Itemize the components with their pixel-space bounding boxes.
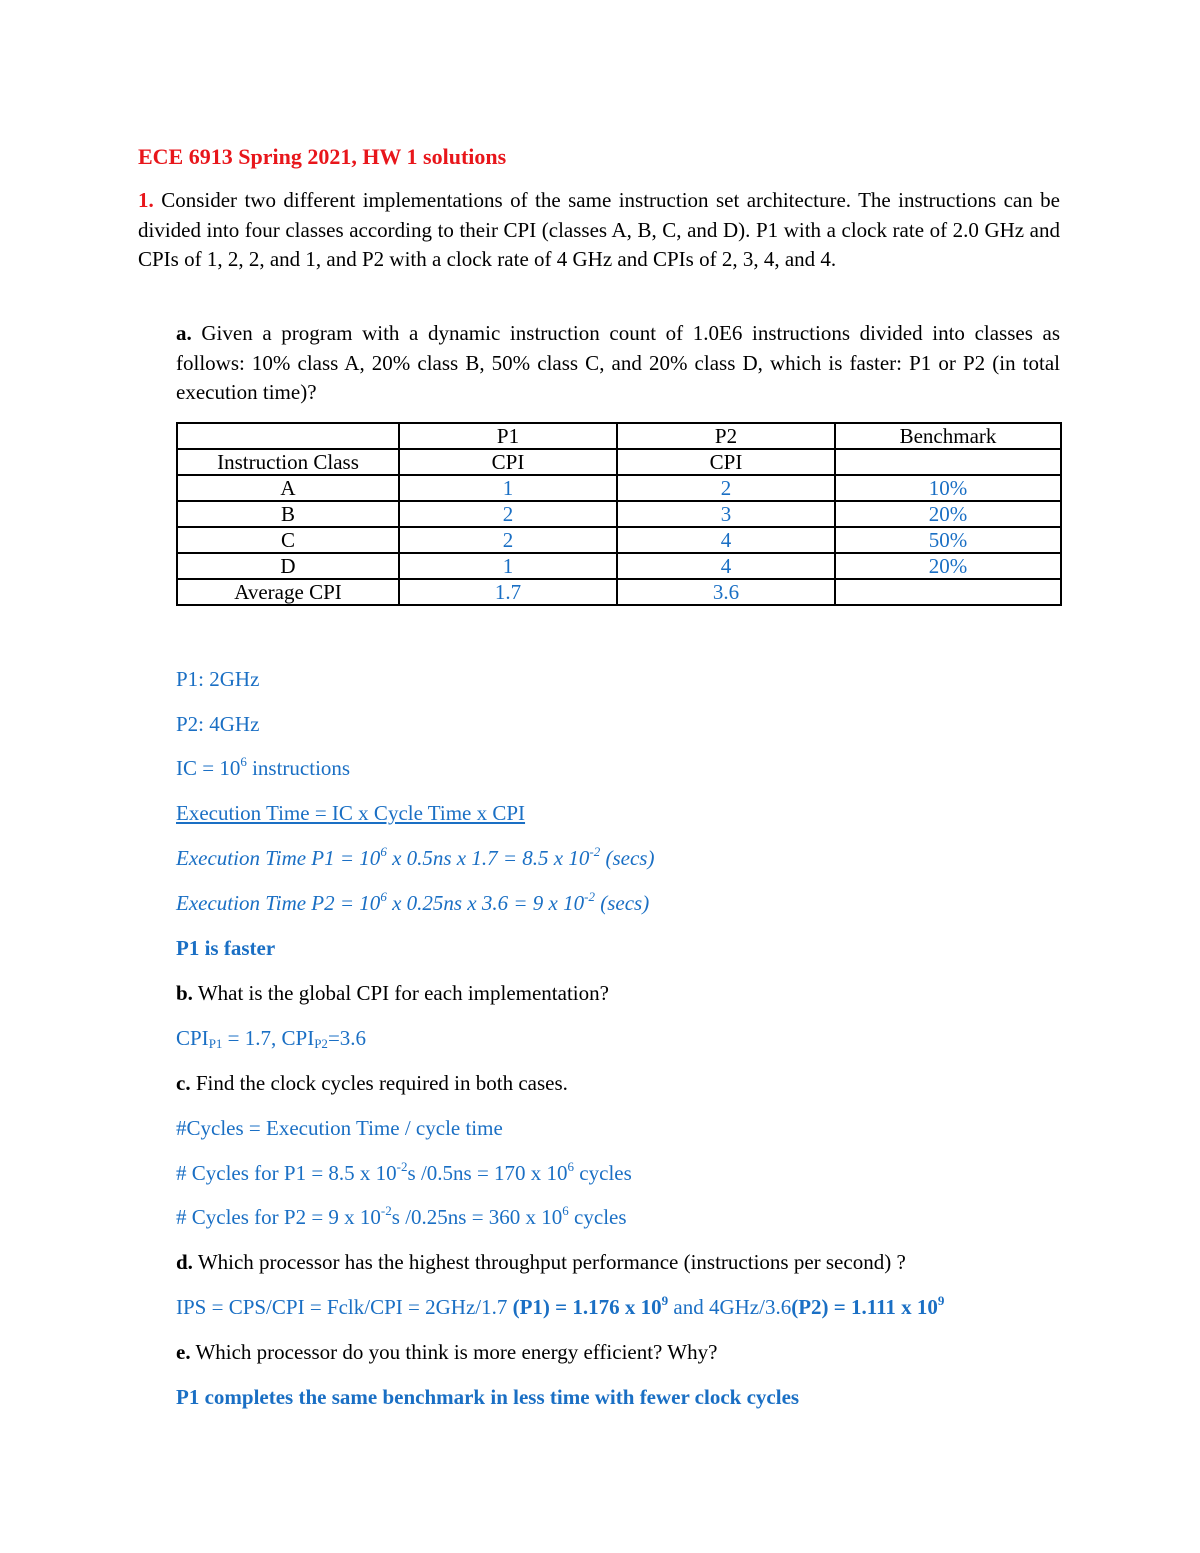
answer-c-p2	[176, 1203, 627, 1232]
question-a-label: a.	[176, 321, 192, 345]
table-cell: CPI	[617, 449, 835, 475]
text-run: IC = 10	[176, 756, 241, 780]
text-run: cycles	[568, 1205, 627, 1229]
superscript: 6	[240, 754, 247, 769]
table-cell: Benchmark	[835, 423, 1061, 449]
superscript: 6	[562, 1203, 569, 1218]
table-row	[177, 501, 1061, 527]
text-run: Execution Time P1 = 10	[176, 846, 381, 870]
table-cell: 2	[399, 501, 617, 527]
table-cell: 3.6	[617, 579, 835, 605]
cpi-table	[176, 422, 1062, 606]
answer-b	[176, 1024, 366, 1053]
table-cell: 2	[399, 527, 617, 553]
text-run: (secs)	[594, 891, 650, 915]
text-run: =3.6	[327, 1026, 367, 1050]
question-e-text: Which processor do you think is more energy efficient? Why?	[195, 1340, 718, 1364]
subscript: P1	[208, 1036, 223, 1051]
answer-a-conclusion: P1 is faster	[176, 936, 276, 960]
text-run: s /0.25ns = 360 x 10	[391, 1205, 563, 1229]
text-run: (secs)	[600, 846, 655, 870]
question-b-label: b.	[176, 981, 193, 1005]
table-cell	[177, 423, 399, 449]
answer-p2-clock: P2: 4GHz	[176, 712, 260, 736]
answer-c-formula: #Cycles = Execution Time / cycle time	[176, 1116, 503, 1140]
text-run: = 1.7, CPI	[222, 1026, 315, 1050]
superscript: -2	[380, 1203, 392, 1218]
table-cell: 10%	[835, 475, 1061, 501]
question-a	[176, 319, 1060, 408]
table-cell: A	[177, 475, 399, 501]
table-header-row	[177, 423, 1061, 449]
answer-e: P1 completes the same benchmark in less time with fewer clock cycles	[176, 1385, 800, 1409]
question-b	[176, 979, 609, 1008]
question-1	[138, 186, 1060, 275]
answer-exec-time-p1	[176, 844, 654, 873]
text-run: CPI	[176, 1026, 209, 1050]
question-c-text: Find the clock cycles required in both cases.	[195, 1071, 568, 1095]
question-e-label: e.	[176, 1340, 191, 1364]
table-cell: 4	[617, 553, 835, 579]
superscript: 9	[937, 1293, 945, 1308]
table-cell: D	[177, 553, 399, 579]
text-run: Execution Time P2 = 10	[176, 891, 381, 915]
text-run: (P2) = 1.111 x 10	[791, 1295, 938, 1319]
question-e	[176, 1338, 717, 1367]
table-cell: 50%	[835, 527, 1061, 553]
table-cell: P1	[399, 423, 617, 449]
text-run: (P1) = 1.176 x 10	[512, 1295, 662, 1319]
answer-p1-clock: P1: 2GHz	[176, 667, 260, 691]
table-cell: P2	[617, 423, 835, 449]
answer-c-p1	[176, 1159, 632, 1188]
question-number: 1.	[138, 188, 154, 212]
text-run: # Cycles for P2 = 9 x 10	[176, 1205, 381, 1229]
table-cell: 1.7	[399, 579, 617, 605]
answer-instruction-count	[176, 754, 350, 783]
table-cell: 1	[399, 553, 617, 579]
answer-d	[176, 1293, 944, 1322]
text-run: cycles	[574, 1161, 632, 1185]
subscript: P2	[314, 1036, 328, 1051]
question-1-text: Consider two different implementations of the same instruction set architecture. The instructions can be divided into four classes according to their CPI (classes A, B, C, and D). P1 with a clock rate of 2.0 GHz and CPIs of 1, 2, 2, and 1, and P2 with a clock rate of 4 GHz and CPIs of 2, 3, 4, and 4.	[138, 188, 1060, 271]
table-cell: 1	[399, 475, 617, 501]
superscript: 6	[567, 1159, 575, 1174]
answer-exec-time-p2	[176, 889, 649, 918]
text-run: IPS = CPS/CPI = Fclk/CPI = 2GHz/1.7	[176, 1295, 513, 1319]
superscript: -2	[584, 889, 595, 904]
question-b-text: What is the global CPI for each implementation?	[197, 981, 609, 1005]
question-d-label: d.	[176, 1250, 193, 1274]
question-d-text: Which processor has the highest throughput performance (instructions per second) ?	[197, 1250, 906, 1274]
question-d	[176, 1248, 906, 1277]
table-cell: 20%	[835, 553, 1061, 579]
table-row	[177, 553, 1061, 579]
text-run: x 0.5ns x 1.7 = 8.5 x 10	[386, 846, 590, 870]
question-a-text: Given a program with a dynamic instruction count of 1.0E6 instructions divided into classes as follows: 10% class A, 20% class B, 50% class C, and 20% class D, which is faster: P1 or P2 (in total execution time)?	[176, 321, 1061, 404]
table-cell: CPI	[399, 449, 617, 475]
table-row	[177, 475, 1061, 501]
table-row-average	[177, 579, 1061, 605]
text-run: and 4GHz/3.6	[668, 1295, 792, 1319]
table-row	[177, 527, 1061, 553]
superscript: 6	[380, 889, 387, 904]
page-title: ECE 6913 Spring 2021, HW 1 solutions	[138, 144, 507, 169]
superscript: -2	[589, 844, 601, 859]
table-cell: 3	[617, 501, 835, 527]
table-header-row	[177, 449, 1061, 475]
table-cell: Instruction Class	[177, 449, 399, 475]
text-run: instructions	[246, 756, 351, 780]
table-cell: B	[177, 501, 399, 527]
table-cell	[835, 449, 1061, 475]
text-run: x 0.25ns x 3.6 = 9 x 10	[386, 891, 585, 915]
text-run: # Cycles for P1 = 8.5 x 10	[176, 1161, 397, 1185]
superscript: -2	[396, 1159, 408, 1174]
answer-formula: Execution Time = IC x Cycle Time x CPI	[176, 801, 526, 825]
table-cell: Average CPI	[177, 579, 399, 605]
table-cell: C	[177, 527, 399, 553]
table-cell: 4	[617, 527, 835, 553]
table-cell	[835, 579, 1061, 605]
table-cell: 20%	[835, 501, 1061, 527]
question-c	[176, 1069, 568, 1098]
table-cell: 2	[617, 475, 835, 501]
superscript: 6	[380, 844, 387, 859]
superscript: 9	[661, 1293, 669, 1308]
text-run: s /0.5ns = 170 x 10	[407, 1161, 568, 1185]
question-c-label: c.	[176, 1071, 191, 1095]
